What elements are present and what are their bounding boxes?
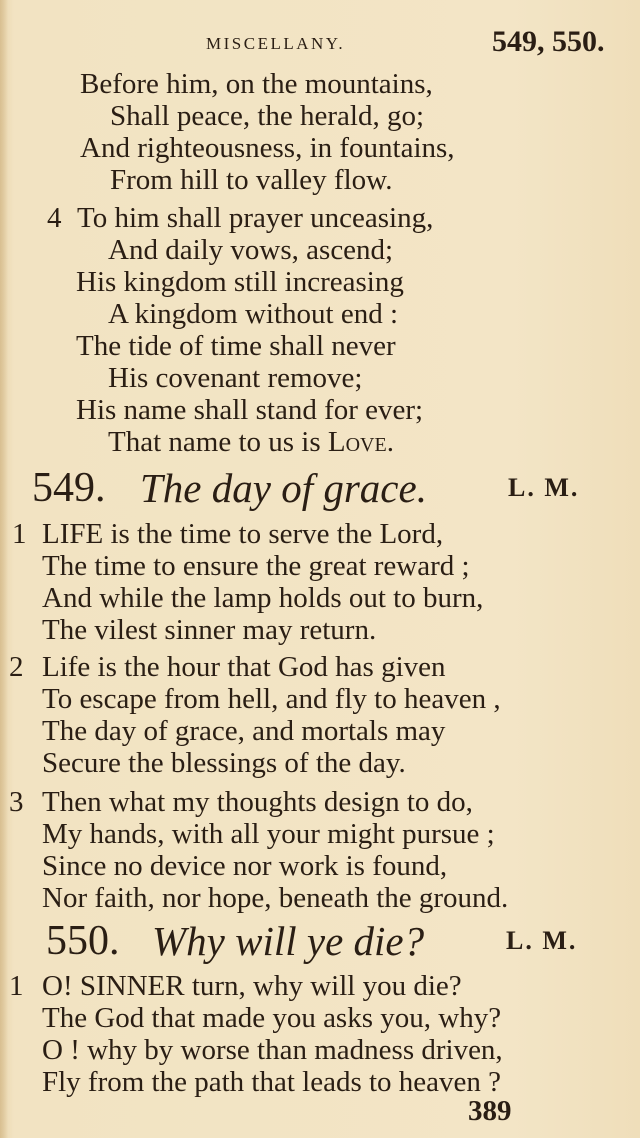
verse-line: O ! why by worse than madness driven, [42, 1034, 503, 1066]
verse-line: From hill to valley flow. [110, 164, 393, 196]
running-head-title: MISCELLANY. [206, 34, 346, 53]
verse-number: 4 [47, 202, 62, 234]
verse-line: And while the lamp holds out to burn, [42, 582, 484, 614]
verse-line [108, 426, 394, 458]
verse-line: O! SINNER turn, why will you die? [42, 970, 462, 1002]
verse-line: Nor faith, nor hope, beneath the ground. [42, 882, 509, 914]
verse-line: His covenant remove; [108, 362, 363, 394]
verse-line: Then what my thoughts design to do, [42, 786, 473, 818]
small-caps-word: Love. [327, 426, 394, 458]
verse-line: And righteousness, in fountains, [80, 132, 455, 164]
verse-line: The tide of time shall never [76, 330, 396, 362]
verse-line: Shall peace, the herald, go; [110, 100, 425, 132]
verse-line-text: That name to us is [108, 426, 328, 458]
hymn-meter: L. M. [508, 473, 580, 502]
verse-line: Since no device nor work is found, [42, 850, 448, 882]
verse-line: To him shall prayer unceasing, [77, 202, 434, 234]
verse-line: His name shall stand for ever; [76, 394, 424, 426]
hymn-title: Why will ye die? [152, 918, 425, 964]
verse-line: The time to ensure the great reward ; [42, 550, 470, 582]
verse-line: And daily vows, ascend; [108, 234, 394, 266]
verse-line: The day of grace, and mortals may [42, 715, 446, 747]
page-number: 389 [468, 1095, 512, 1127]
verse-line: His kingdom still increasing [76, 266, 404, 298]
verse-line: A kingdom without end : [108, 298, 398, 330]
hymn-title: The day of grace. [140, 465, 427, 511]
page-gutter-shadow [0, 0, 8, 1138]
verse-line: Before him, on the mountains, [80, 68, 433, 100]
verse-line: My hands, with all your might pursue ; [42, 818, 495, 850]
verse-line: Life is the hour that God has given [42, 651, 446, 683]
verse-line: LIFE is the time to serve the Lord, [42, 518, 444, 550]
running-head-hymn-numbers: 549, 550. [492, 25, 605, 58]
hymn-number: 549. [32, 465, 106, 511]
verse-number: 2 [9, 651, 24, 683]
verse-line: The God that made you asks you, why? [42, 1002, 502, 1034]
verse-line: The vilest sinner may return. [42, 614, 377, 646]
verse-number: 1 [9, 970, 24, 1002]
verse-number: 1 [12, 518, 27, 550]
verse-line: Fly from the path that leads to heaven ? [42, 1066, 502, 1098]
verse-line: To escape from hell, and fly to heaven , [42, 683, 501, 715]
hymn-meter: L. M. [506, 926, 578, 955]
hymn-number: 550. [46, 918, 120, 964]
verse-line: Secure the blessings of the day. [42, 747, 406, 779]
verse-number: 3 [9, 786, 24, 818]
